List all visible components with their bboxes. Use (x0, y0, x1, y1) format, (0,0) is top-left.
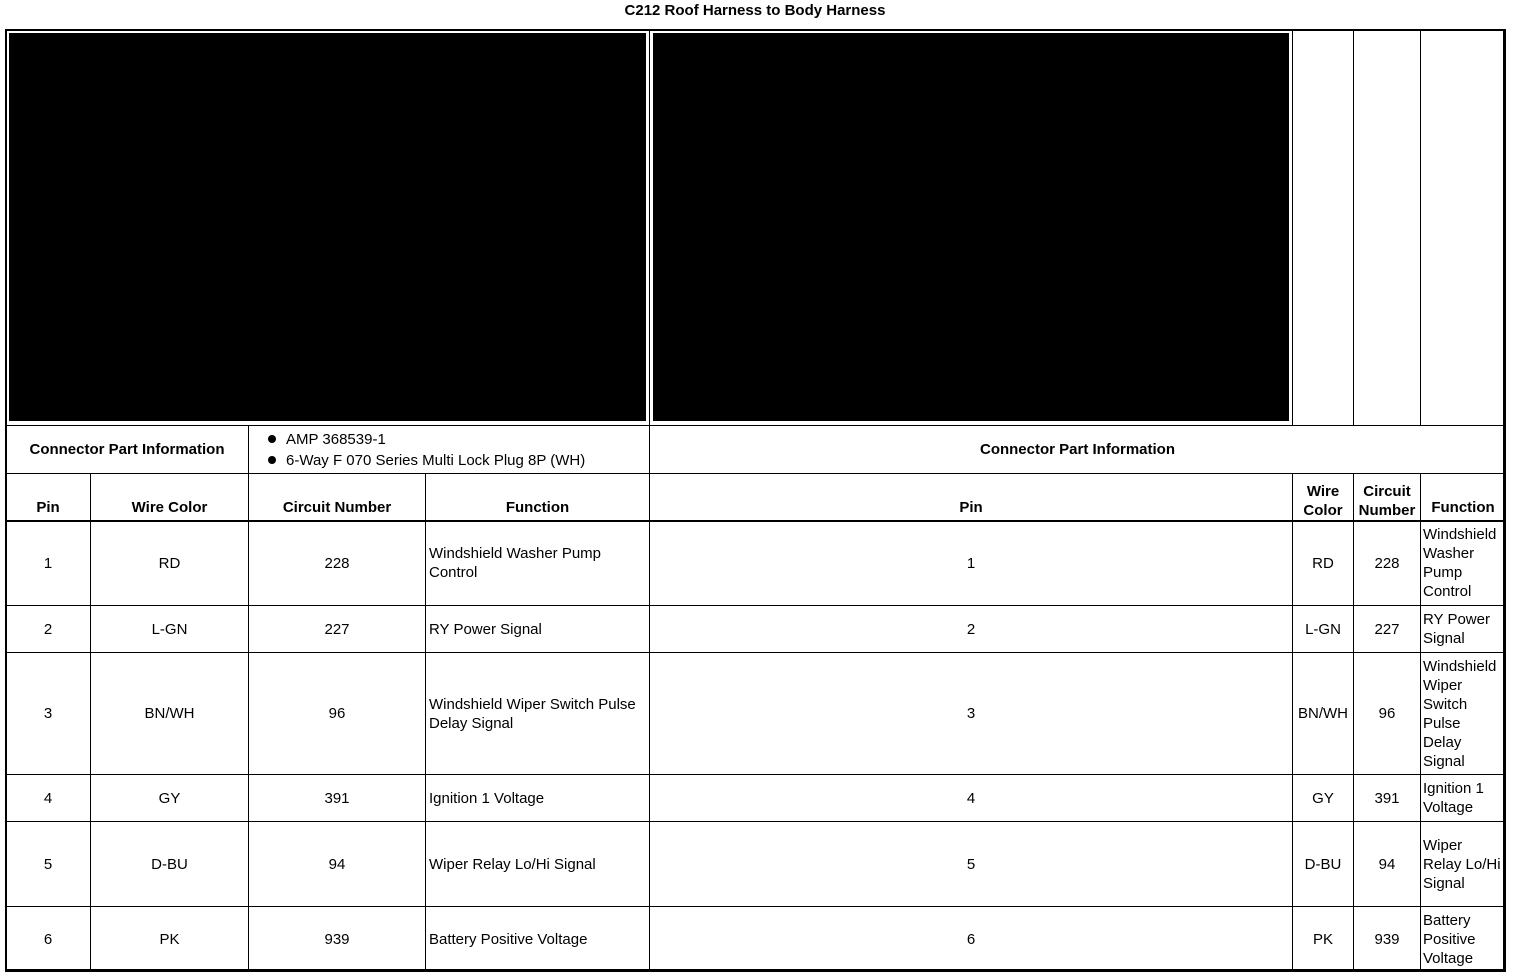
wire-color-cell: GY (1293, 775, 1354, 822)
pin-cell: 6 (650, 907, 1293, 972)
wire-color-cell: BN/WH (1293, 653, 1354, 775)
wire-color-cell: PK (1293, 907, 1354, 972)
function-cell: Ignition 1 Voltage (1421, 775, 1506, 822)
pin-cell: 4 (6, 775, 91, 822)
pin-cell: 3 (6, 653, 91, 775)
part-info-item: AMP 368539-1 (264, 429, 646, 450)
function-cell: Battery Positive Voltage (1421, 907, 1506, 972)
pin-cell: 5 (650, 822, 1293, 907)
right-circuit-number-header: Circuit Number (1354, 474, 1421, 521)
pin-cell: 1 (6, 521, 91, 606)
right-function-header: Function (1421, 474, 1506, 521)
function-cell: RY Power Signal (426, 606, 650, 653)
right-pin-header: Pin (650, 474, 1293, 521)
circuit-number-cell: 939 (1354, 907, 1421, 972)
circuit-number-cell: 391 (249, 775, 426, 822)
right-connector-part-info-label: Connector Part Information (650, 426, 1506, 474)
function-cell: Wiper Relay Lo/Hi Signal (1421, 822, 1506, 907)
circuit-number-cell: 228 (1354, 521, 1421, 606)
circuit-number-cell: 227 (1354, 606, 1421, 653)
pin-cell: 2 (6, 606, 91, 653)
pin-cell: 2 (650, 606, 1293, 653)
wire-color-cell: BN/WH (91, 653, 249, 775)
circuit-number-cell: 939 (249, 907, 426, 972)
left-function-header: Function (426, 474, 650, 521)
wire-color-cell: GY (91, 775, 249, 822)
circuit-number-cell: 96 (1354, 653, 1421, 775)
pin-cell: 5 (6, 822, 91, 907)
circuit-number-cell: 96 (249, 653, 426, 775)
circuit-number-cell: 94 (1354, 822, 1421, 907)
pin-cell: 6 (6, 907, 91, 972)
circuit-number-cell: 94 (249, 822, 426, 907)
wire-color-cell: RD (1293, 521, 1354, 606)
left-connector-part-info-label: Connector Part Information (6, 426, 249, 474)
right-wire-color-header: Wire Color (1293, 474, 1354, 521)
function-cell: Wiper Relay Lo/Hi Signal (426, 822, 650, 907)
page-title: C212 Roof Harness to Body Harness (624, 2, 886, 19)
table-outer-border (5, 29, 1505, 971)
wire-color-cell: D-BU (1293, 822, 1354, 907)
function-cell: Ignition 1 Voltage (426, 775, 650, 822)
function-cell: Windshield Wiper Switch Pulse Delay Signal (1421, 653, 1506, 775)
wire-color-cell: RD (91, 521, 249, 606)
left-wire-color-header: Wire Color (91, 474, 249, 521)
circuit-number-cell: 228 (249, 521, 426, 606)
part-info-item: 6-Way F 070 Series Multi Lock Plug 8P (WH) (264, 450, 646, 471)
function-cell: Windshield Washer Pump Control (1421, 521, 1506, 606)
wire-color-cell: L-GN (1293, 606, 1354, 653)
function-cell: Windshield Washer Pump Control (426, 521, 650, 606)
circuit-number-cell: 391 (1354, 775, 1421, 822)
function-cell: Windshield Wiper Switch Pulse Delay Signal (426, 653, 650, 775)
function-cell: RY Power Signal (1421, 606, 1506, 653)
circuit-number-cell: 227 (249, 606, 426, 653)
left-pin-header: Pin (6, 474, 91, 521)
wire-color-cell: PK (91, 907, 249, 972)
function-cell: Battery Positive Voltage (426, 907, 650, 972)
pin-cell: 1 (650, 521, 1293, 606)
left-circuit-number-header: Circuit Number (249, 474, 426, 521)
wire-color-cell: D-BU (91, 822, 249, 907)
wire-color-cell: L-GN (91, 606, 249, 653)
pin-cell: 3 (650, 653, 1293, 775)
pin-cell: 4 (650, 775, 1293, 822)
